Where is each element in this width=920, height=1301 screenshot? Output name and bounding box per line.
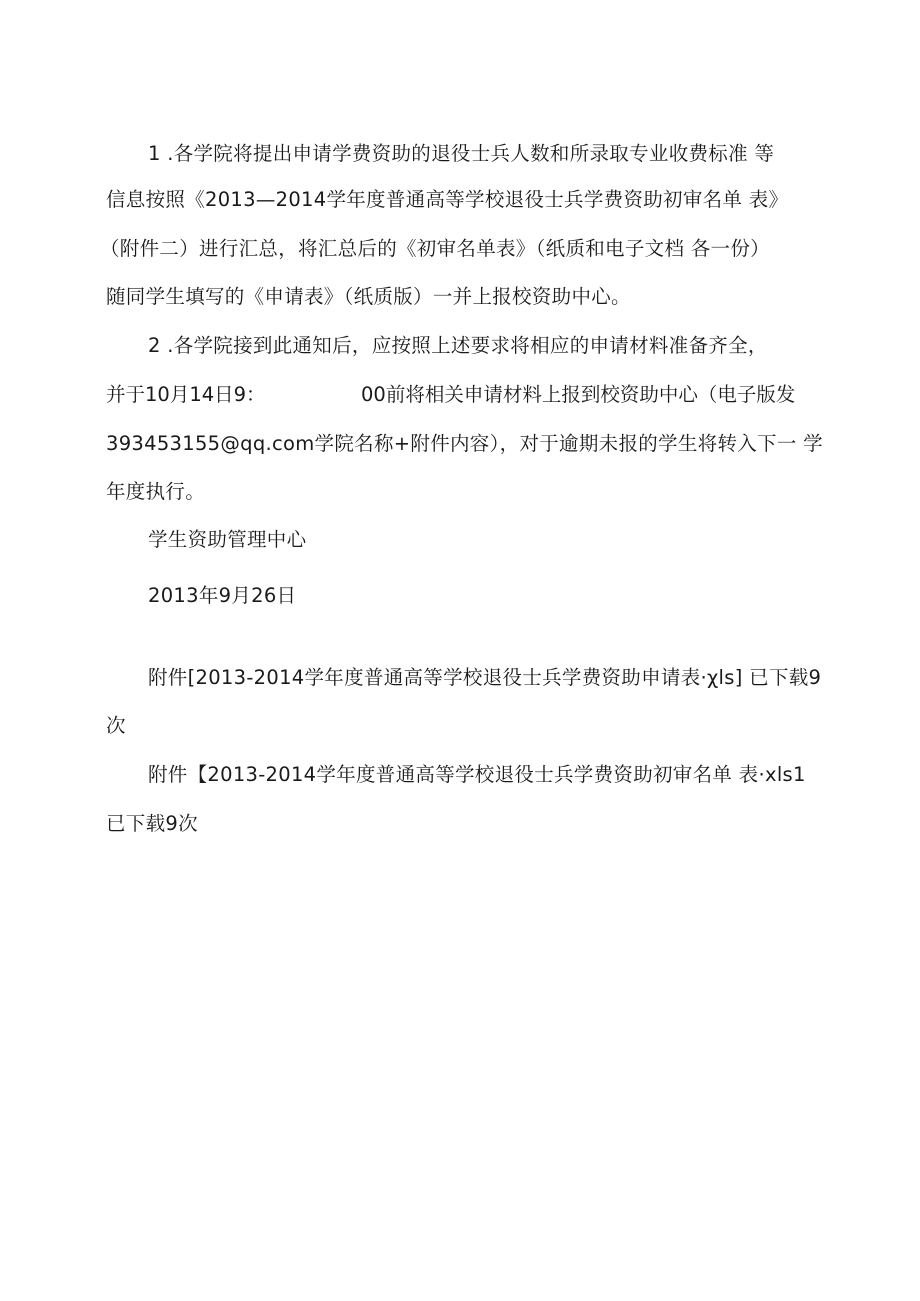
attachment2-line1[interactable]: 附件【2013-2014学年度普通高等学校退役士兵学费资助初审名单 表·xls1 bbox=[148, 763, 806, 786]
attachment1-line1[interactable]: 附件[2013-2014学年度普通高等学校退役士兵学费资助申请表·χls] 已下载9 bbox=[148, 666, 822, 689]
item2-line2-start: 并于10月14日9： bbox=[106, 383, 266, 406]
attachment2-line2: 已下载9次 bbox=[106, 812, 198, 835]
item1-line1: 1 .各学院将提出申请学费资助的退役士兵人数和所录取专业收费标准 等 bbox=[148, 142, 775, 165]
notice-date: 2013年9月26日 bbox=[148, 584, 297, 607]
item1-line2: 信息按照《2013—2014学年度普通高等学校退役士兵学费资助初审名单 表》 bbox=[106, 188, 789, 211]
item2-line1: 2 .各学院接到此通知后，应按照上述要求将相应的申请材料准备齐全， bbox=[148, 334, 768, 357]
item2-line2-end: 00前将相关申请材料上报到校资助中心（电子版发 bbox=[361, 383, 796, 406]
attachment1-line2: 次 bbox=[106, 714, 126, 737]
item2-line3: 393453155@qq.com学院名称+附件内容），对于逾期未报的学生将转入下一 学 bbox=[106, 432, 823, 455]
item2-line4: 年度执行。 bbox=[106, 480, 206, 503]
signature: 学生资助管理中心 bbox=[148, 528, 307, 551]
item1-line3: （附件二）进行汇总，将汇总后的《初审名单表》（纸质和电子文档 各一份） bbox=[100, 237, 770, 260]
item1-line4: 随同学生填写的《申请表》（纸质版）一并上报校资助中心。 bbox=[106, 285, 631, 308]
